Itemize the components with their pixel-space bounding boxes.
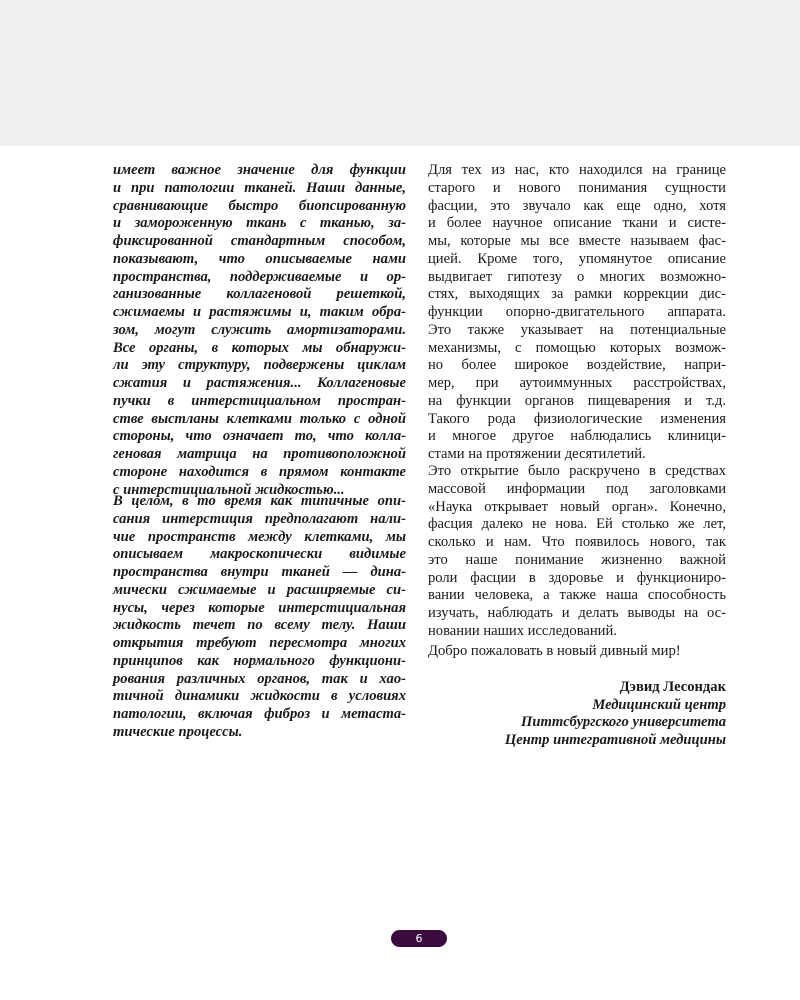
- text-line: стороны, что означает то, что колла-: [113, 428, 406, 445]
- text-line: Для тех из нас, кто находился на границе: [428, 162, 726, 178]
- left-paragraph-1: [113, 162, 406, 499]
- text-line: сжатия и растяжения... Коллагеновые: [113, 375, 406, 391]
- left-paragraph-2: [113, 493, 406, 742]
- text-line: рования различных органов, так и хао-: [113, 670, 406, 687]
- text-line: принципов как нормального функциони-: [113, 652, 406, 669]
- text-line: зом, могут служить амортизаторами.: [113, 321, 406, 338]
- right-paragraph-2: [428, 463, 726, 641]
- text-line: стях, выходящих за рамки коррекции дис-: [428, 286, 726, 303]
- text-line: пространства, поддерживаемые и ор-: [113, 268, 406, 285]
- text-line: ганизованные коллагеновой решеткой,: [113, 286, 406, 303]
- text-line: Все органы, в которых мы обнаружи-: [113, 339, 406, 356]
- text-line: функции опорно-двигательного аппарата.: [428, 304, 726, 320]
- text-line: мер, при аутоиммунных расстройствах,: [428, 375, 726, 391]
- right-paragraph-3: [428, 643, 726, 661]
- author-affiliation-line: Питтсбургского университета: [521, 714, 726, 730]
- text-line: имеет важное значение для функции: [113, 162, 406, 178]
- text-line: чие пространств между клетками, мы: [113, 528, 406, 545]
- text-line: и более научное описание ткани и систе-: [428, 215, 726, 232]
- text-line: Это открытие было раскручено в средствах: [428, 463, 726, 479]
- text-line: на функции органов пищеварения и т.д.: [428, 392, 726, 409]
- text-line: Это также указывает на потенциальные: [428, 321, 726, 338]
- text-line: тичной динамики жидкости в условиях: [113, 688, 406, 705]
- text-line: стороне находится в прямом контакте: [113, 463, 406, 480]
- text-line: стами на протяжении десятилетий.: [428, 446, 646, 462]
- text-line: пучки в интерстициальном простран-: [113, 392, 406, 409]
- text-line: пространства внутри тканей — дина-: [113, 564, 406, 580]
- text-line: Добро пожаловать в новый дивный мир!: [428, 643, 681, 659]
- text-line: ли эту структуру, подвержены циклам: [113, 357, 406, 374]
- text-line: «Наука открывает новый орган». Конечно,: [428, 498, 726, 515]
- text-line: механизмы, с помощью которых возмож-: [428, 339, 726, 356]
- text-line: и замороженную ткань с тканью, за-: [113, 215, 406, 232]
- text-line: и многое другое наблюдались клиници-: [428, 428, 726, 445]
- text-line: описываем макроскопически видимые: [113, 546, 406, 563]
- text-line: фасция далеко не нова. Ей столько же лет,: [428, 516, 726, 533]
- text-line: сколько и нам. Что появилось нового, так: [428, 534, 726, 550]
- text-line: вании человека, а также наша способность: [428, 587, 726, 604]
- text-line: сания интерстиция предполагают нали-: [113, 510, 406, 527]
- text-line: стве выстланы клетками только с одной: [113, 410, 406, 427]
- text-line: и при патологии тканей. Наши данные,: [113, 179, 406, 196]
- text-line: показывают, что описываемые нами: [113, 250, 406, 267]
- text-line: старого и нового понимания сущности: [428, 179, 726, 196]
- text-line: жидкость течет по всему телу. Наши: [113, 617, 406, 634]
- author-affiliation-line: Медицинский центр: [592, 696, 726, 713]
- text-line: мы, которые мы все вместе называем фас-: [428, 233, 726, 249]
- text-line: сравнивающие быстро биопсированную: [113, 197, 406, 214]
- text-line: цией. Кроме того, упомянутое описание: [428, 250, 726, 267]
- page-number: 6: [391, 930, 447, 947]
- text-line: патологии, включая фиброз и метаста-: [113, 706, 406, 722]
- text-line: сжимаемы и растяжимы и, таким обра-: [113, 304, 406, 320]
- text-line: тические процессы.: [113, 723, 243, 740]
- author-affiliation-line: Центр интегративной медицины: [504, 731, 726, 748]
- text-line: роли фасции в здоровье и функциониро-: [428, 569, 726, 586]
- text-line: Такого рода физиологические изменения: [428, 410, 726, 427]
- page-header-band: [0, 0, 800, 146]
- text-line: изучать, наблюдать и делать выводы на ос-: [428, 605, 726, 621]
- text-line: выдвигает гипотезу о многих возможно-: [428, 268, 726, 285]
- text-line: новании наших исследований.: [428, 622, 617, 639]
- text-line: фиксированной стандартным способом,: [113, 233, 406, 249]
- text-line: но более широкое воздействие, напри-: [428, 357, 726, 374]
- author-name: Дэвид Лесондак: [619, 679, 726, 695]
- text-line: мически сжимаемые и расширяемые си-: [113, 581, 406, 598]
- signature-block: [428, 679, 726, 749]
- text-line: нусы, через которые интерстициальная: [113, 599, 406, 616]
- text-line: с интерстициальной жидкостью...: [113, 481, 345, 498]
- text-line: открытия требуют пересмотра многих: [113, 635, 406, 651]
- text-line: В целом, в то время как типичные опи-: [113, 493, 406, 509]
- text-line: геновая матрица на противоположной: [113, 446, 406, 462]
- text-line: массовой информации под заголовками: [428, 480, 726, 497]
- right-paragraph-1: [428, 162, 726, 464]
- text-line: это наше понимание жизненно важной: [428, 551, 726, 568]
- text-line: фасции, это звучало как еще одно, хотя: [428, 197, 726, 214]
